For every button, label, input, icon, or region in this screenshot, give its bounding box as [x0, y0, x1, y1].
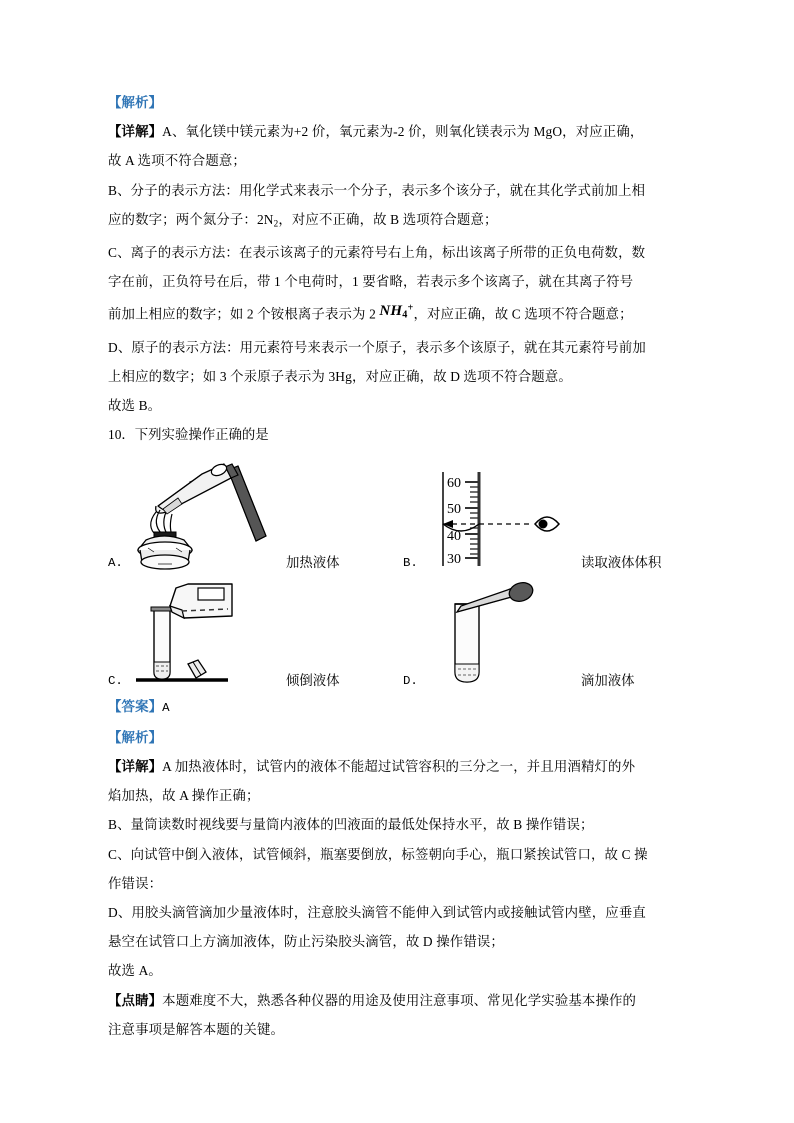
insight-line-2-row [108, 1015, 698, 1044]
detail-label-text-q10: 【详解】 [108, 758, 163, 774]
ammonium-formula-subscript: 4 [402, 309, 408, 321]
options-row-cd [108, 574, 698, 692]
option-c-figure [132, 580, 282, 692]
explanation-line-a1: A、氧化镁中镁元素为+2 价，氧元素为-2 价，则氧化镁表示为 MgO，对应正确， [162, 124, 644, 140]
explanation-line-b2-row [108, 205, 698, 238]
bottle-label [198, 588, 224, 600]
answer-row-q10 [108, 692, 698, 723]
explanation-line-a2: 故 A 选项不符合题意； [108, 153, 246, 169]
option-c-letter: C. [108, 673, 123, 688]
q10-line-c1: C、向试管中倒入液体，试管倾斜，瓶塞要倒放，标签朝向手心，瓶口紧挨试管口，故 C 操 [108, 846, 648, 862]
ammonium-ion-formula [379, 303, 413, 319]
option-a-letter: A. [108, 555, 123, 570]
ammonium-formula-charge: + [407, 302, 414, 314]
q10-line-a2-row [108, 781, 698, 810]
detail-paragraph-q9-a1 [108, 117, 698, 146]
detail-paragraph-q10-a1 [108, 752, 698, 781]
option-d-letter: D. [403, 673, 418, 688]
nitrogen-subscript: 2 [273, 218, 279, 229]
pouring-liquid-icon [132, 580, 282, 692]
option-b-figure [427, 462, 577, 574]
question-10-options [108, 456, 698, 692]
explanation-line-c1-row [108, 238, 698, 267]
explanation-line-a2-row [108, 146, 698, 175]
q10-conclusion-row [108, 956, 698, 985]
explanation-conclusion-q9: 故选 B。 [108, 398, 162, 414]
ammonium-formula-base: NH [379, 302, 403, 319]
explanation-line-b2-pre: 应的数字；两个氮分子：2N [108, 211, 274, 227]
q10-conclusion: 故选 A。 [108, 963, 162, 979]
option-d-cell[interactable] [403, 574, 698, 692]
explanation-line-d1: D、原子的表示方法：用元素符号来表示一个原子，表示多个该原子，就在其元素符号前加 [108, 339, 646, 355]
q10-line-b1: B、量筒读数时视线要与量筒内液体的凹液面的最低处保持水平，故 B 操作错误； [108, 817, 594, 833]
cylinder-tick-60: 60 [447, 475, 461, 491]
explanation-line-c3-post: ，对应正确，故 C 选项不符合题意； [413, 305, 633, 321]
q10-line-a2: 焰加热，故 A 操作正确； [108, 788, 260, 804]
answer-value-q10: A [162, 700, 170, 715]
q10-line-c1-row [108, 840, 698, 869]
cylinder-tick-40: 40 [447, 528, 461, 544]
detail-label-text: 【详解】 [108, 124, 163, 140]
q10-line-d2-row [108, 927, 698, 956]
answer-label-text: 【答案】 [108, 698, 163, 714]
question-10-number: 10． [108, 427, 135, 443]
bottle-stopper [188, 660, 206, 678]
option-d-caption: 滴加液体 [581, 672, 635, 688]
explanation-line-c2: 字在前，正负符号在后，带 1 个电荷时，1 要省略，若表示多个该离子，就在其离子符号 [108, 274, 634, 290]
option-a-figure [132, 462, 282, 574]
explanation-line-b2-post: ，对应不正确，故 B 选项符合题意； [278, 211, 498, 227]
graduated-cylinder-reading-icon [427, 462, 577, 574]
explanation-line-c3-pre: 前加上相应的数字；如 2 个铵根离子表示为 2 [108, 305, 380, 321]
option-a-caption: 加热液体 [286, 554, 340, 570]
q10-line-b1-row [108, 810, 698, 839]
q10-line-d1: D、用胶头滴管滴加少量液体时，注意胶头滴管不能伸入到试管内或接触试管内壁，应垂直 [108, 904, 646, 920]
q10-line-c2-row [108, 869, 698, 898]
explanation-conclusion-q9-row [108, 391, 698, 420]
insight-line-2: 注意事项是解答本题的关键。 [108, 1021, 285, 1037]
option-c-caption: 倾倒液体 [286, 672, 340, 688]
option-b-cell[interactable] [403, 456, 698, 574]
insight-line-1: 本题难度不大，熟悉各种仪器的用途及使用注意事项、常见化学实验基本操作的 [162, 992, 637, 1008]
option-d-figure [427, 580, 577, 692]
analysis-label-text-q10: 【解析】 [108, 729, 163, 745]
heating-liquid-icon [132, 462, 282, 574]
dropper-adding-liquid-icon [427, 580, 577, 692]
explanation-line-d2: 上相应的数字；如 3 个汞原子表示为 3Hg，对应正确，故 D 选项不符合题意。 [108, 368, 572, 384]
q10-line-a1: A 加热液体时，试管内的液体不能超过试管容积的三分之一，并且用酒精灯的外 [162, 758, 636, 774]
explanation-line-c3-row [108, 297, 698, 333]
options-row-ab [108, 456, 698, 574]
cylinder-tick-30: 30 [447, 551, 461, 567]
explanation-line-b1: B、分子的表示方法：用化学式来表示一个分子，表示多个该分子，就在其化学式前加上相 [108, 182, 646, 198]
q10-line-d1-row [108, 898, 698, 927]
question-10-stem: 下列实验操作正确的是 [134, 427, 269, 443]
insight-paragraph-row [108, 986, 698, 1015]
explanation-line-d1-row [108, 333, 698, 362]
insight-label-text: 【点睛】 [108, 992, 163, 1008]
option-a-cell[interactable] [108, 456, 403, 574]
option-b-caption: 读取液体体积 [581, 554, 662, 570]
q10-line-c2: 作错误： [108, 875, 163, 891]
option-b-letter: B. [403, 555, 418, 570]
question-10-heading [108, 420, 698, 449]
explanation-line-b1-row [108, 176, 698, 205]
eye-icon [535, 517, 559, 531]
option-c-cell[interactable] [108, 574, 403, 692]
analysis-label-q10 [108, 723, 698, 752]
explanation-line-c1: C、离子的表示方法：在表示该离子的元素符号右上角，标出该离子所带的正负电荷数，数 [108, 245, 646, 261]
cylinder-tick-50: 50 [447, 501, 461, 517]
explanation-line-d2-row [108, 362, 698, 391]
explanation-line-c2-row [108, 267, 698, 296]
analysis-label-text: 【解析】 [108, 95, 163, 110]
analysis-label-q9 [108, 88, 698, 117]
q10-line-d2: 悬空在试管口上方滴加液体，防止污染胶头滴管，故 D 操作错误； [108, 934, 504, 950]
